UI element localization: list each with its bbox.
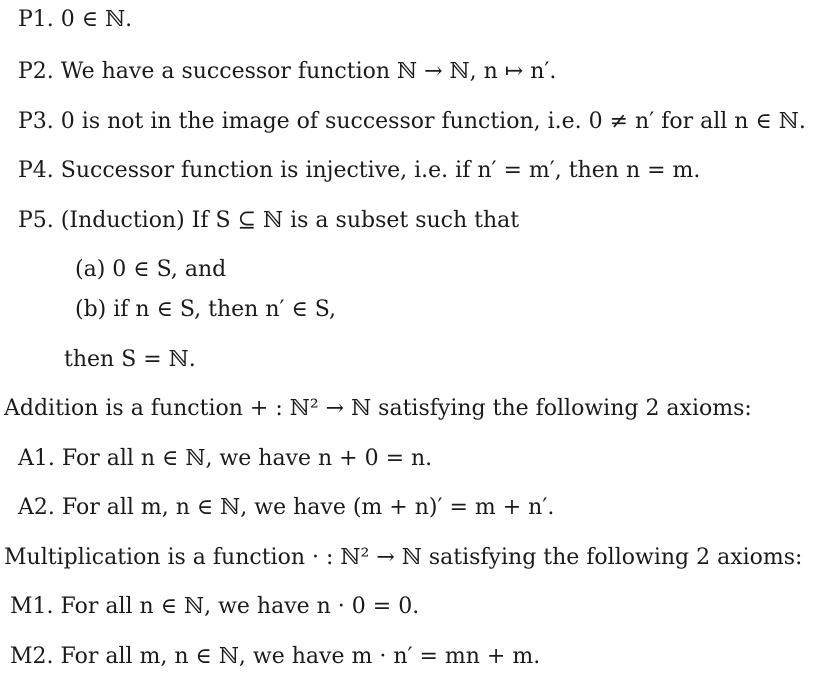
axiom-p1 [18, 6, 132, 34]
axiom-label: M2. [10, 644, 54, 669]
axiom-p2 [18, 58, 556, 86]
item-label: (b) [75, 297, 107, 322]
axiom-m2 [10, 643, 540, 671]
axiom-text: Successor function is injective, i.e. if n′ = m′, then n = m. [60, 158, 701, 183]
axiom-m1 [10, 593, 419, 621]
axiom-label: P1. [18, 7, 54, 32]
axiom-text: For all n ∈ ℕ, we have n · 0 = 0. [60, 594, 420, 619]
multiplication-intro-text: Multiplication is a function · : ℕ² → ℕ satisfying the following 2 axioms: [4, 545, 803, 570]
item-text: 0 ∈ S, and [112, 257, 227, 282]
axiom-text: 0 is not in the image of successor function, i.e. 0 ≠ n′ for all n ∈ ℕ. [60, 109, 806, 134]
axiom-p3 [18, 108, 806, 136]
axiom-label: M1. [10, 594, 54, 619]
axiom-p5-conclusion [64, 346, 196, 374]
axiom-label: P2. [18, 59, 54, 84]
axiom-label: P4. [18, 158, 54, 183]
axiom-text: For all m, n ∈ ℕ, we have (m + n)′ = m + n′. [61, 495, 555, 520]
axiom-text: For all m, n ∈ ℕ, we have m · n′ = mn + m. [60, 644, 541, 669]
axiom-text: We have a successor function ℕ → ℕ, n ↦ n′. [60, 59, 557, 84]
axiom-a1 [18, 445, 432, 473]
axiom-text: For all n ∈ ℕ, we have n + 0 = n. [61, 446, 433, 471]
item-label: (a) [75, 257, 106, 282]
axiom-label: P5. [18, 208, 54, 233]
axiom-text: 0 ∈ ℕ. [60, 7, 133, 32]
addition-intro-text: Addition is a function + : ℕ² → ℕ satisfying the following 2 axioms: [4, 396, 752, 421]
axiom-a2 [18, 494, 554, 522]
axiom-p5-item-b [75, 296, 336, 324]
axiom-label: P3. [18, 109, 54, 134]
axiom-label: A2. [18, 495, 55, 520]
conclusion-text: then S = ℕ. [64, 347, 196, 372]
axiom-p5-item-a [75, 256, 226, 284]
multiplication-intro [4, 544, 802, 572]
axiom-label: A1. [18, 446, 55, 471]
addition-intro [4, 395, 752, 423]
axiom-p5 [18, 207, 519, 235]
axiom-text: (Induction) If S ⊆ ℕ is a subset such that [60, 208, 520, 233]
axiom-p4 [18, 157, 700, 185]
item-text: if n ∈ S, then n′ ∈ S, [113, 297, 337, 322]
